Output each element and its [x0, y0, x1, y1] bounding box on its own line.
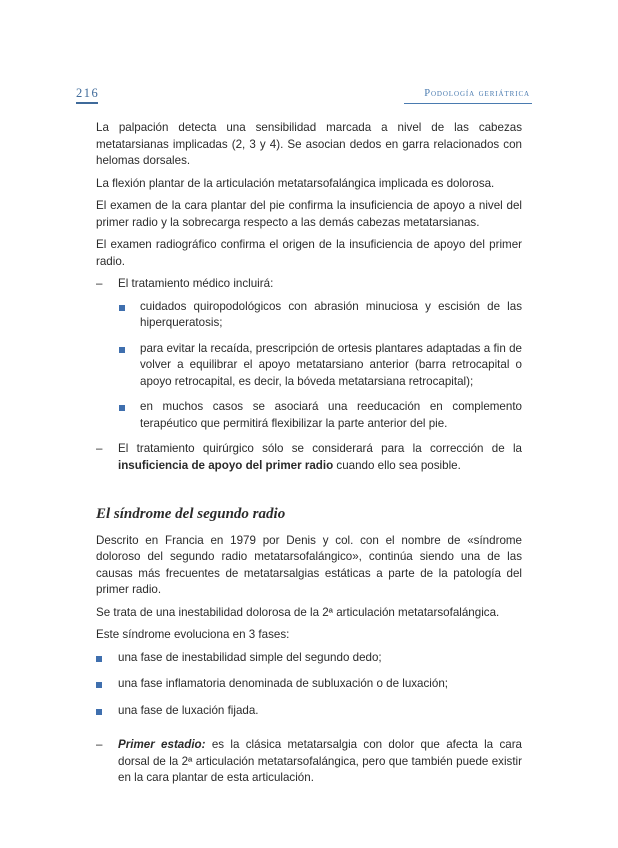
square-bullet-icon	[119, 305, 125, 311]
sub-list-item	[96, 299, 522, 332]
phase-list-item-text: una fase de luxación fijada.	[118, 703, 259, 717]
running-title-rule	[404, 103, 532, 104]
dash-item-text: El tratamiento médico incluirá:	[118, 277, 274, 290]
stage-label: Primer estadio:	[118, 738, 206, 751]
dash-item-text-post: cuando ello sea posible.	[333, 458, 461, 472]
paragraph-flexion: La flexión plantar de la articulación metatarsofalángica implicada es dolorosa.	[96, 176, 495, 190]
paragraph-description: Descrito en Francia en 1979 por Denis y col. con el nombre de «síndrome doloroso del segundo radio metatarsofalángico», continúa siendo una de las causas más frecuentes de metatarsalgias estáticas a parte de la patología del primer radio.	[96, 533, 522, 596]
sub-list-item-text: cuidados quiropodológicos con abrasión minuciosa y escisión de las hiperqueratosis;	[140, 299, 522, 329]
phase-list-item	[96, 676, 522, 693]
square-bullet-icon	[119, 347, 125, 353]
phase-list-item	[96, 650, 522, 667]
phase-list-item-text: una fase inflamatoria denominada de subluxación o de luxación;	[118, 677, 448, 690]
stage-text: es la clásica metatarsalgia con dolor que afecta la cara dorsal de la 2ª articulación metatarsofalángica, pero que también puede existir en la cara plantar de esta articulación.	[118, 738, 523, 784]
sub-list-item-text: en muchos casos se asociará una reeducación en complemento terapéutico que permitirá flexibilizar la parte anterior del pie.	[140, 400, 522, 430]
sub-list-item	[96, 399, 522, 432]
sub-list-item-text: para evitar la recaída, prescripción de ortesis plantares adaptadas a fin de volver a equilibrar el apoyo metatarsiano anterior (barra retrocapital o apoyo retrocapital, es decir, la bóveda metatarsiana retrocapital);	[140, 341, 522, 388]
page-body	[96, 120, 522, 793]
dash-item-text-pre: El tratamiento quirúrgico sólo se considerará para la corrección de la	[118, 442, 522, 455]
dash-item-text-bold: insuficiencia de apoyo del primer radio	[118, 458, 334, 472]
sub-list-item	[96, 341, 522, 391]
dash-item-surgical-treatment	[96, 441, 522, 474]
page-header	[76, 86, 532, 102]
square-bullet-icon	[96, 709, 102, 715]
square-bullet-icon	[96, 656, 102, 662]
running-title: Podología geriátrica	[424, 88, 530, 99]
paragraph-radiographic-exam: El examen radiográfico confirma el origen de la insuficiencia de apoyo del primer radio.	[96, 238, 522, 268]
page-number: 216	[76, 86, 100, 100]
paragraph-instability: Se trata de una inestabilidad dolorosa de la 2ª articulación metatarsofalángica.	[96, 605, 500, 619]
square-bullet-icon	[96, 682, 102, 688]
square-bullet-icon	[119, 405, 125, 411]
dash-item-first-stage	[96, 737, 522, 787]
section-heading: El síndrome del segundo radio	[96, 506, 286, 522]
page-number-underline	[76, 102, 98, 104]
paragraph-palpation: La palpación detecta una sensibilidad marcada a nivel de las cabezas metatarsianas implicadas (2, 3 y 4). Se asocian dedos en garra relacionados con helomas dorsales.	[96, 121, 522, 167]
phase-list-item	[96, 703, 522, 720]
paragraph-plantar-exam: El examen de la cara plantar del pie confirma la insuficiencia de apoyo a nivel del primer radio y la sobrecarga respecto a las demás cabezas metatarsianas.	[96, 199, 522, 229]
phase-list-item-text: una fase de inestabilidad simple del segundo dedo;	[118, 650, 382, 664]
paragraph-phases-intro: Este síndrome evoluciona en 3 fases:	[96, 628, 290, 641]
dash-item-medical-treatment	[96, 276, 522, 293]
